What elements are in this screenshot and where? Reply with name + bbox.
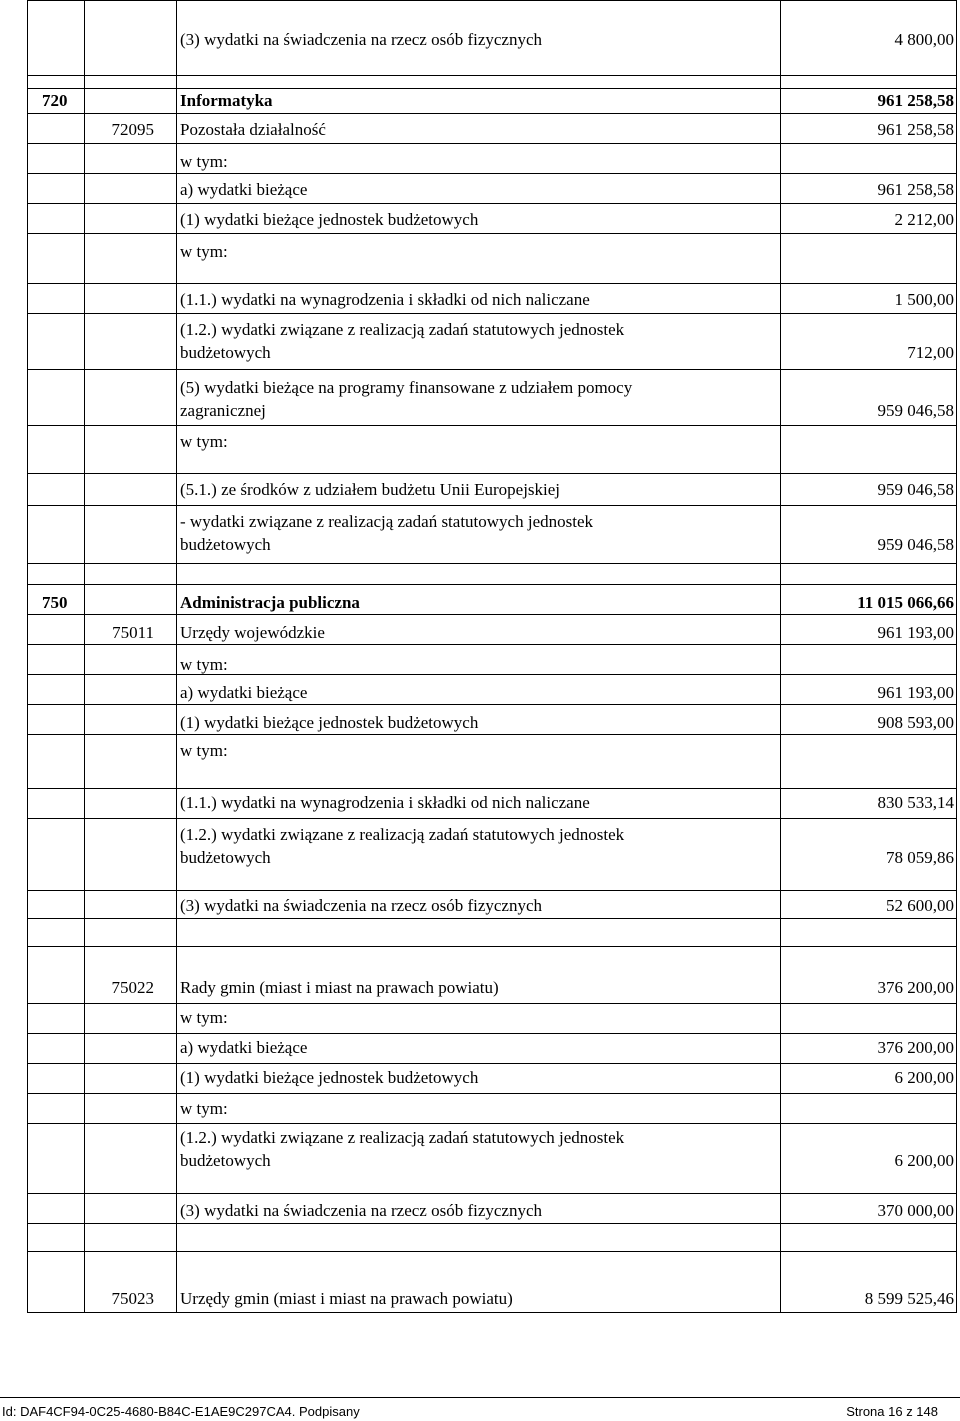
- table-row: [28, 674, 956, 704]
- row-amount: 4 800,00: [894, 30, 954, 49]
- row-amount: 6 200,00: [894, 1068, 954, 1087]
- table-row: [28, 1033, 956, 1063]
- row-description: (1.2.) wydatki związane z realizacją zadań statutowych jednostek: [180, 825, 625, 844]
- row-amount: 376 200,00: [877, 978, 954, 997]
- table-row: [28, 584, 956, 614]
- row-description: w tym:: [180, 152, 228, 171]
- row-description: a) wydatki bieżące: [180, 1038, 308, 1057]
- row-amount: 376 200,00: [877, 1038, 954, 1057]
- table-row: [28, 1223, 956, 1251]
- row-description: (1.2.) wydatki związane z realizacją zadań statutowych jednostek: [180, 320, 625, 339]
- row-description: Administracja publiczna: [180, 593, 360, 612]
- table-row: [28, 1193, 956, 1223]
- row-description: (5.1.) ze środków z udziałem budżetu Unii Europejskiej: [180, 480, 561, 499]
- chapter-code: 75011: [112, 623, 154, 642]
- row-amount: 712,00: [907, 343, 954, 362]
- chapter-code: 75023: [111, 1289, 154, 1308]
- row-description: w tym:: [180, 741, 228, 760]
- row-description-continued: budżetowych: [180, 343, 271, 362]
- row-amount: 11 015 066,66: [857, 593, 954, 612]
- table-row: [28, 505, 956, 563]
- table-row: [28, 203, 956, 233]
- row-description: w tym:: [180, 1008, 228, 1027]
- table-row: [28, 173, 956, 203]
- budget-table: [27, 0, 957, 1313]
- row-amount: 961 193,00: [877, 623, 954, 642]
- table-row: [28, 890, 956, 918]
- table-row: [28, 283, 956, 313]
- row-description: Urzędy wojewódzkie: [180, 623, 325, 642]
- row-amount: 2 212,00: [894, 210, 954, 229]
- table-row: [28, 946, 956, 997]
- row-description: w tym:: [180, 432, 228, 451]
- row-description: (5) wydatki bieżące na programy finansowane z udziałem pomocy: [180, 378, 633, 397]
- chapter-code: 75022: [111, 978, 154, 997]
- table-row: [28, 918, 956, 946]
- row-description: (1) wydatki bieżące jednostek budżetowych: [180, 210, 479, 229]
- table-row: [28, 1123, 956, 1193]
- table-row: [28, 1251, 956, 1312]
- table-row: [28, 1093, 956, 1123]
- row-amount: 8 599 525,46: [864, 1289, 954, 1308]
- table-row: [28, 313, 956, 369]
- row-amount: 961 258,58: [877, 91, 954, 110]
- page-footer: [0, 1397, 960, 1421]
- table-row: [28, 425, 956, 473]
- row-amount: 830 533,14: [877, 793, 954, 812]
- table-row: [28, 614, 956, 644]
- document-id: Id: DAF4CF94-0C25-4680-B84C-E1AE9C297CA4. Podpisany: [2, 1404, 360, 1419]
- row-description: (3) wydatki na świadczenia na rzecz osób fizycznych: [180, 1201, 543, 1220]
- section-code: 750: [42, 593, 68, 612]
- row-description: (3) wydatki na świadczenia na rzecz osób fizycznych: [180, 30, 543, 49]
- row-description-continued: zagranicznej: [180, 401, 266, 420]
- table-row: [28, 473, 956, 505]
- table-row: [28, 369, 956, 425]
- row-amount: 959 046,58: [877, 535, 954, 554]
- row-description: Informatyka: [180, 91, 273, 110]
- row-description: (1.1.) wydatki na wynagrodzenia i składki od nich naliczane: [180, 793, 590, 812]
- row-description: (1.1.) wydatki na wynagrodzenia i składki od nich naliczane: [180, 290, 590, 309]
- chapter-code: 72095: [111, 120, 154, 139]
- row-amount: 78 059,86: [886, 848, 954, 867]
- row-description-continued: budżetowych: [180, 848, 271, 867]
- table-row: [28, 75, 956, 76]
- table-row: [28, 1063, 956, 1093]
- table-row: [28, 113, 956, 138]
- page-number: Strona 16 z 148: [846, 1404, 938, 1419]
- row-description: (1) wydatki bieżące jednostek budżetowych: [180, 1068, 479, 1087]
- table-row: [28, 563, 956, 584]
- row-description-continued: budżetowych: [180, 1151, 271, 1170]
- table-row: [28, 233, 956, 283]
- table-row: [28, 1003, 956, 1033]
- row-description: (3) wydatki na świadczenia na rzecz osób fizycznych: [180, 896, 543, 915]
- row-amount: 370 000,00: [877, 1201, 954, 1220]
- row-amount: 1 500,00: [894, 290, 954, 309]
- row-description: a) wydatki bieżące: [180, 180, 308, 199]
- table-row: [28, 644, 956, 674]
- row-amount: 961 193,00: [877, 683, 954, 702]
- footer-divider: [0, 1397, 960, 1398]
- row-amount: 961 258,58: [877, 120, 954, 139]
- row-amount: 908 593,00: [877, 713, 954, 732]
- table-row: [28, 788, 956, 818]
- table-row: [28, 734, 956, 788]
- table-row: [28, 818, 956, 890]
- row-description: Rady gmin (miast i miast na prawach powiatu): [180, 978, 499, 997]
- table-row: [28, 143, 956, 171]
- row-description-continued: budżetowych: [180, 535, 271, 554]
- row-amount: 52 600,00: [886, 896, 954, 915]
- row-description: w tym:: [180, 655, 228, 674]
- table-row: [28, 0, 956, 75]
- row-description: (1) wydatki bieżące jednostek budżetowych: [180, 713, 479, 732]
- row-description: a) wydatki bieżące: [180, 683, 308, 702]
- table-row: [28, 88, 956, 113]
- row-amount: 959 046,58: [877, 401, 954, 420]
- row-description: w tym:: [180, 1099, 228, 1118]
- row-description: w tym:: [180, 242, 228, 261]
- row-amount: 959 046,58: [877, 480, 954, 499]
- row-amount: 6 200,00: [894, 1151, 954, 1170]
- table-row: [28, 704, 956, 734]
- row-description: - wydatki związane z realizacją zadań statutowych jednostek: [180, 512, 593, 531]
- row-description: Urzędy gmin (miast i miast na prawach powiatu): [180, 1289, 513, 1308]
- row-description: Pozostała działalność: [180, 120, 326, 139]
- row-description: (1.2.) wydatki związane z realizacją zadań statutowych jednostek: [180, 1128, 625, 1147]
- row-amount: 961 258,58: [877, 180, 954, 199]
- section-code: 720: [42, 91, 68, 110]
